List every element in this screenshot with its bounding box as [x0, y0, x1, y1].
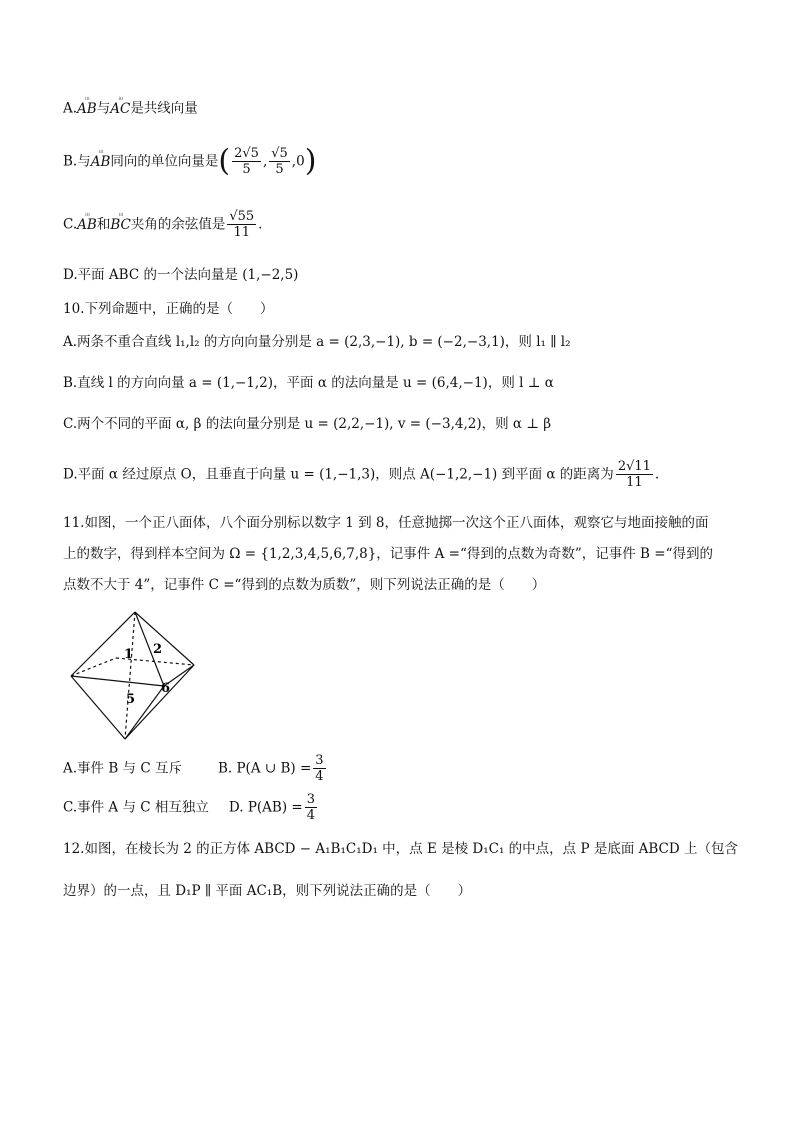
q10-option-b: B.直线 l 的方向向量 a = (1,−1,2)，平面 α 的法向量是 u = (6,4,−1)，则 l ⊥ α: [63, 375, 554, 391]
q9-option-c: C.ꜜꜜꜜ AB和ꜜꜜꜜ BC夹角的余弦值是 $\frac{√55}{11}$ .: [63, 204, 262, 245]
q10-option-a: A.两条不重合直线 l₁,l₂ 的方向向量分别是 a = (2,3,−1), b = (−2,−3,1)，则 l₁ ∥ l₂: [63, 334, 571, 350]
q10-option-c: C.两个不同的平面 α, β 的法向量分别是 u = (2,2,−1), v = (−3,4,2)，则 α ⊥ β: [63, 416, 552, 432]
q11-stem-line-2: 上的数字，得到样本空间为 Ω = {1,2,3,4,5,6,7,8}，记事件 A =“得到的点数为奇数”，记事件 B =“得到的: [63, 546, 713, 562]
octahedron-label-1: 1: [124, 647, 134, 662]
q9-option-d: D.平面 ABC 的一个法向量是 (1,−2,5): [63, 267, 299, 283]
octahedron-label-5: 5: [126, 692, 136, 707]
q11-stem-line-1: 11.如图，一个正八面体，八个面分别标以数字 1 到 8，任意抛掷一次这个正八面体，观察它与地面接触的面: [63, 515, 709, 531]
q11-options-ab: A.事件 B 与 C 互斥 B. P(A ∪ B) = $\frac{3}{4}$: [63, 753, 324, 784]
q9-option-a: A.ꜜꜜꜜ AB与ꜜꜜꜜ AC是共线向量: [63, 99, 198, 118]
q10-stem: 10.下列命题中，正确的是（ ）: [63, 301, 274, 317]
octahedron-label-2: 2: [153, 642, 163, 657]
q12-stem-line-2: 边界）的一点，且 D₁P ∥ 平面 AC₁B，则下列说法正确的是（ ）: [63, 883, 472, 899]
octahedron-label-6: 6: [161, 681, 171, 696]
q11-options-cd: C.事件 A 与 C 相互独立 D. P(AB) = $\frac{3}{4}$: [63, 792, 315, 823]
q10-option-d: D.平面 α 经过原点 O，且垂直于向量 u = (1,−1,3)，则点 A(−1,2,−1) 到平面 α 的距离为 $\frac{2√11}{11}$ .: [63, 459, 660, 490]
q9-option-b: B.与ꜜꜜꜜ AB同向的单位向量是( $\frac{2√5}{5}$ , $\frac{√5}{5}$ ,0): [63, 141, 316, 182]
octahedron-figure: [66, 608, 200, 742]
q11-stem-line-3: 点数不大于 4”，记事件 C =“得到的点数为质数”，则下列说法正确的是（ ）: [63, 577, 546, 593]
q12-stem-line-1: 12.如图，在棱长为 2 的正方体 ABCD − A₁B₁C₁D₁ 中，点 E 是棱 D₁C₁ 的中点，点 P 是底面 ABCD 上（包含: [63, 841, 738, 857]
